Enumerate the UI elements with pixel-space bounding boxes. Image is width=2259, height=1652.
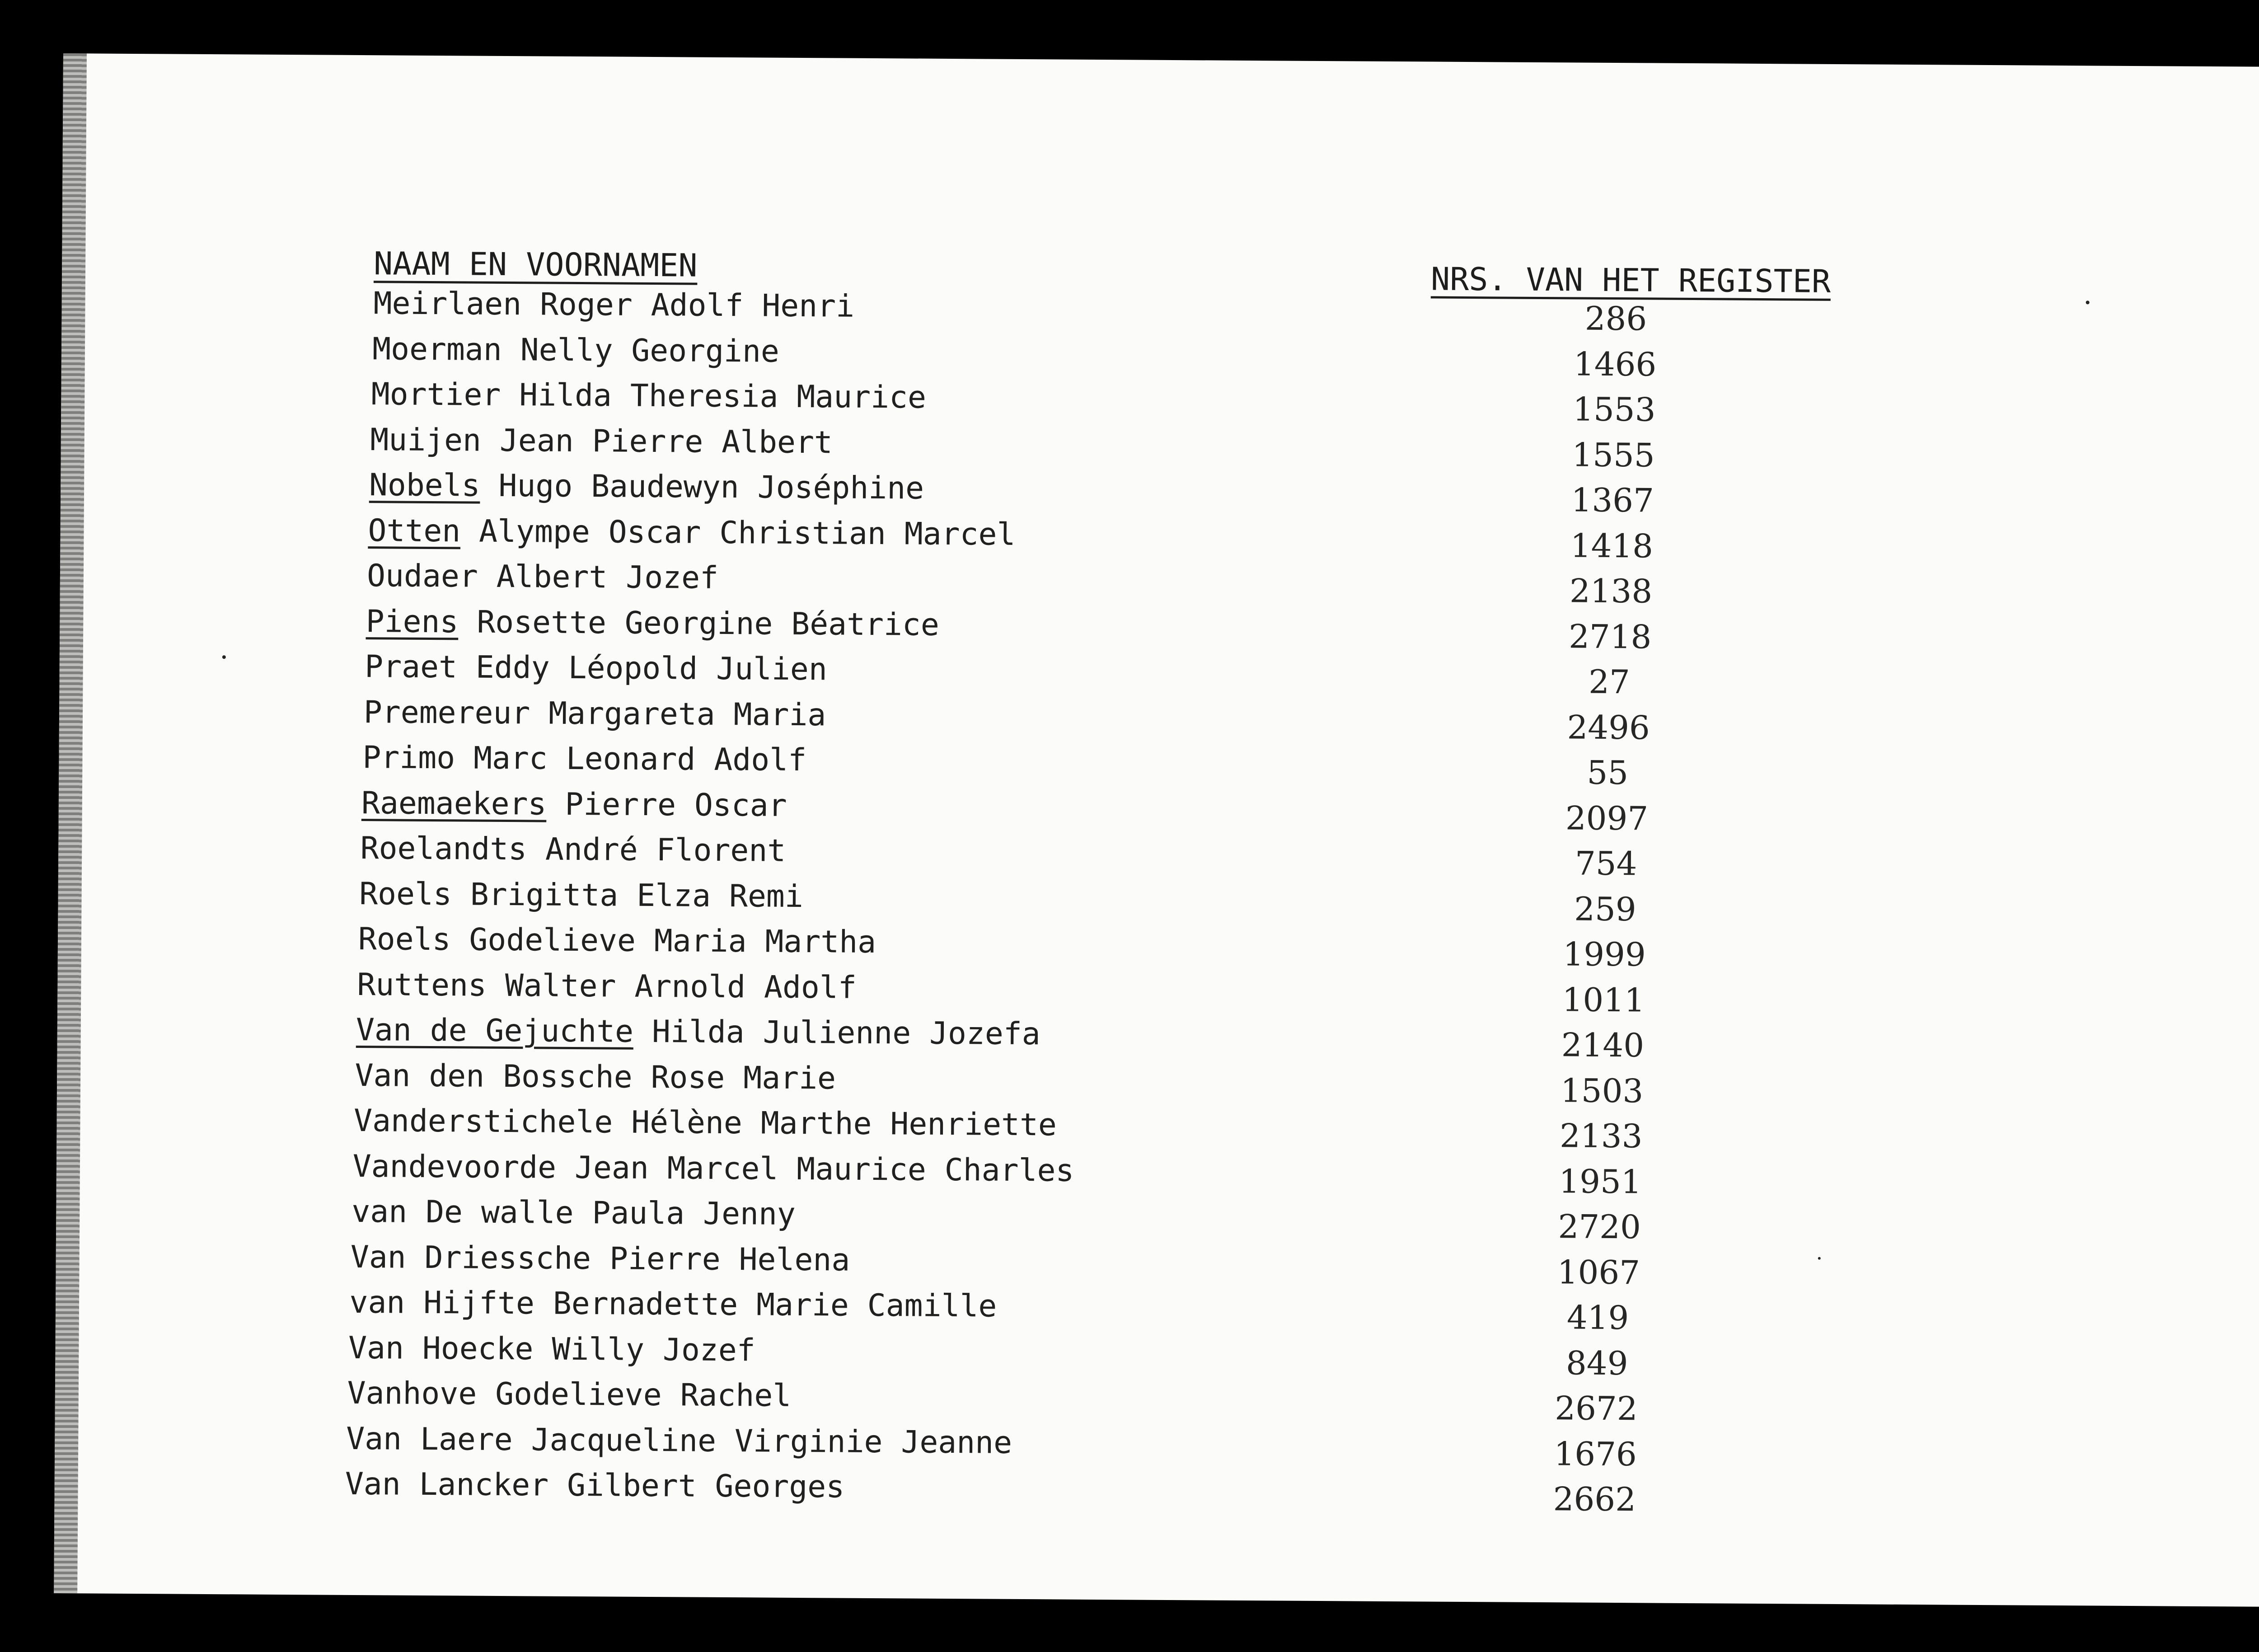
register-number: 1067	[1557, 1253, 1640, 1291]
person-name	[351, 1239, 850, 1278]
person-name	[348, 1330, 755, 1368]
name-text: Primo Marc Leonard Adolf	[362, 740, 807, 779]
name-text: van Hijfte Bernadette Marie Camille	[349, 1284, 997, 1324]
person-name	[361, 785, 787, 824]
underlined-surname: Otten	[368, 512, 461, 549]
person-name	[347, 1375, 791, 1414]
person-name	[354, 1103, 1057, 1143]
name-text: Muijen Jean Pierre Albert	[370, 422, 833, 460]
name-text: Roels Brigitta Elza Remi	[359, 876, 804, 915]
register-number: 286	[1584, 299, 1647, 338]
person-name	[372, 331, 779, 370]
name-text: Vanhove Godelieve Rachel	[347, 1375, 792, 1414]
scan-speck	[222, 655, 226, 659]
person-name	[357, 967, 857, 1006]
register-number: 1999	[1563, 935, 1646, 974]
register-number: 259	[1574, 889, 1636, 928]
underlined-surname: Nobels	[369, 467, 480, 504]
name-text: Van Driessche Pierre Helena	[350, 1239, 850, 1278]
name-text: Roels Godelieve Maria Martha	[358, 921, 876, 961]
register-number: 849	[1565, 1343, 1628, 1382]
name-text: Van den Bossche Rose Marie	[355, 1057, 836, 1096]
register-number: 1011	[1562, 980, 1645, 1019]
register-number: 419	[1566, 1298, 1629, 1337]
register-number: 2720	[1558, 1207, 1641, 1246]
register-number: 27	[1588, 662, 1631, 701]
person-name	[356, 1012, 1040, 1052]
name-text: Van Lancker Gilbert Georges	[345, 1466, 845, 1505]
register-number: 2662	[1553, 1480, 1636, 1519]
name-text: van De walle Paula Jenny	[352, 1193, 796, 1232]
register-number: 1555	[1572, 435, 1655, 474]
register-number: 2097	[1565, 798, 1649, 837]
name-text: Van Hoecke Willy Jozef	[348, 1330, 756, 1368]
person-name	[360, 831, 786, 869]
scan-speck	[2086, 300, 2090, 304]
person-name	[349, 1285, 997, 1324]
person-name	[346, 1421, 1012, 1460]
name-text: Premereur Margareta Maria	[363, 694, 826, 733]
person-name	[345, 1466, 845, 1505]
scan-speck	[1818, 1257, 1821, 1260]
register-number: 1553	[1572, 390, 1656, 429]
name-text: Roelandts André Florent	[360, 831, 786, 869]
person-name	[358, 921, 876, 960]
person-name	[355, 1057, 836, 1096]
scanned-page	[54, 53, 2259, 1607]
column-header-name: NAAM EN VOORNAMEN	[373, 245, 698, 284]
register-number: 2496	[1567, 708, 1650, 746]
person-name	[365, 649, 827, 687]
person-name	[369, 467, 924, 507]
register-number: 1367	[1571, 481, 1654, 520]
register-number: 55	[1587, 753, 1629, 792]
name-text: Vandevoorde Jean Marcel Maurice Charles	[352, 1148, 1074, 1189]
name-text: Meirlaen Roger Adolf Henri	[373, 286, 855, 324]
person-name	[368, 513, 1015, 553]
person-name	[367, 558, 718, 596]
person-name	[366, 604, 939, 643]
register-list	[54, 284, 2259, 1524]
person-name	[359, 876, 803, 915]
register-number: 754	[1575, 844, 1637, 883]
underlined-surname: Piens	[366, 603, 459, 640]
underlined-surname: Van de Gejuchte	[356, 1012, 634, 1050]
name-text: Vanderstichele Hélène Marthe Henriette	[353, 1103, 1057, 1143]
register-number: 1951	[1559, 1162, 1642, 1201]
column-header-register-number: NRS. VAN HET REGISTER	[1430, 260, 1831, 300]
register-number: 1503	[1560, 1071, 1644, 1110]
name-text: Hilda Julienne Jozefa	[633, 1014, 1040, 1052]
name-text: Mortier Hilda Theresia Maurice	[371, 376, 927, 416]
register-number: 1466	[1573, 344, 1657, 384]
register-number: 2133	[1559, 1117, 1643, 1155]
register-number: 2138	[1569, 572, 1653, 610]
name-text: Praet Eddy Léopold Julien	[365, 649, 828, 688]
person-name	[353, 1148, 1074, 1188]
name-text: Oudaer Albert Jozef	[366, 558, 719, 596]
name-text: Pierre Oscar	[546, 786, 787, 824]
person-name	[364, 695, 826, 733]
name-text: Alympe Oscar Christian Marcel	[460, 513, 1016, 553]
name-text: Moerman Nelly Georgine	[372, 331, 780, 370]
person-name	[371, 376, 927, 416]
name-text: Van Laere Jacqueline Virginie Jeanne	[346, 1421, 1012, 1461]
name-text: Ruttens Walter Arnold Adolf	[357, 967, 857, 1006]
register-number: 1418	[1570, 526, 1654, 565]
register-number: 1676	[1554, 1434, 1637, 1473]
name-text: Hugo Baudewyn Joséphine	[480, 468, 924, 507]
person-name	[373, 286, 854, 324]
underlined-surname: Raemaekers	[361, 785, 547, 822]
name-text: Rosette Georgine Béatrice	[458, 604, 940, 643]
register-number: 2140	[1561, 1026, 1645, 1065]
person-name	[352, 1194, 796, 1232]
register-number: 2718	[1568, 617, 1652, 656]
register-number: 2672	[1555, 1389, 1638, 1428]
person-name	[370, 422, 833, 460]
person-name	[362, 740, 806, 778]
